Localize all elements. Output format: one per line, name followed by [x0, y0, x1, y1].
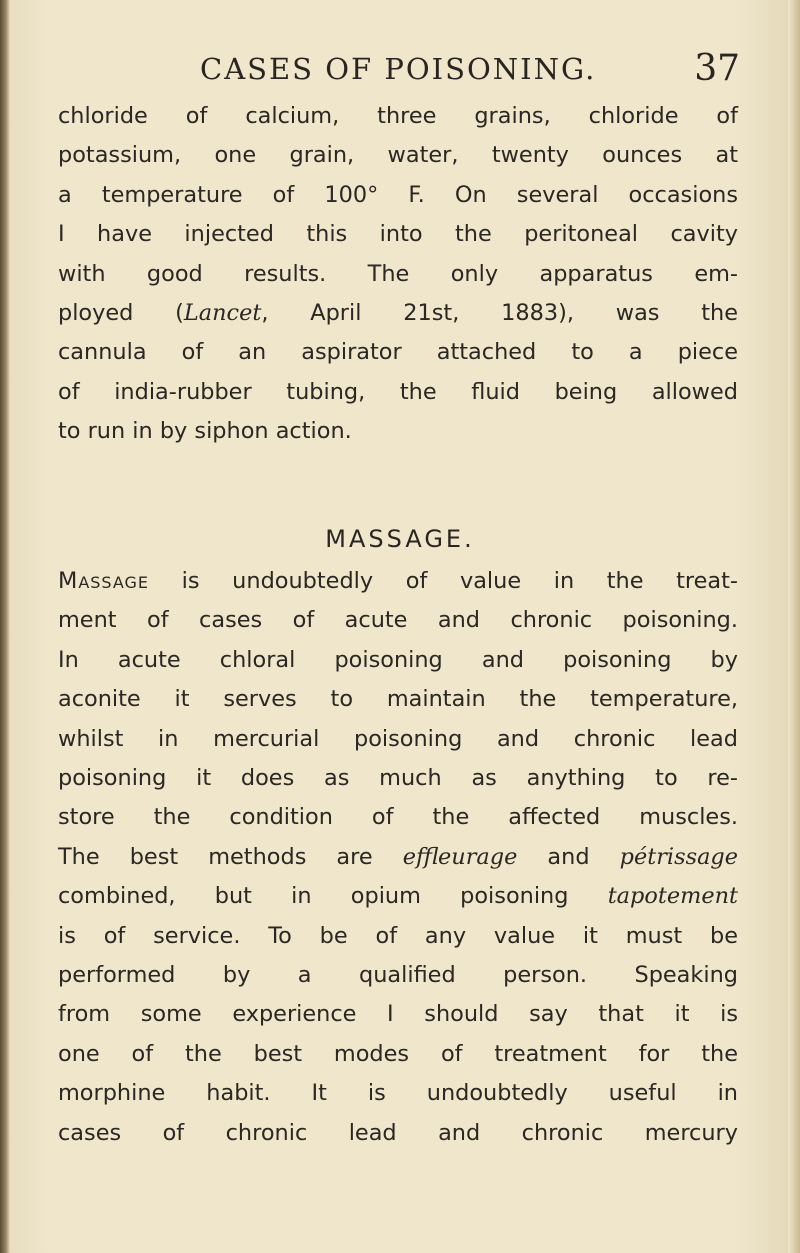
text-line: ment of cases of acute and chronic poisoning.	[58, 607, 738, 634]
running-header	[200, 44, 740, 94]
text-line: combined, but in opium poisoning tapotement	[58, 883, 738, 910]
text-line: potassium, one grain, water, twenty ounces at	[58, 142, 738, 169]
text-line: chloride of calcium, three grains, chloride of	[58, 103, 738, 129]
term-italic: effleurage	[402, 843, 518, 870]
text-line: store the condition of the affected muscles.	[58, 804, 738, 831]
page-gutter-shadow	[0, 0, 10, 1253]
text-line: with good results. The only apparatus em-	[58, 260, 738, 287]
text-line: to run in by siphon action.	[58, 418, 352, 445]
page-edge	[788, 0, 800, 1253]
massage-paragraph	[58, 562, 738, 1153]
text-line: is of service. To be of any value it must be	[58, 922, 738, 949]
text-line: one of the best modes of treatment for the	[58, 1040, 738, 1067]
text-line: morphine habit. It is undoubtedly useful in	[58, 1080, 738, 1107]
text-line: performed by a qualified person. Speaking	[58, 962, 738, 989]
text-line: The best methods are effleurage and pétrissage	[58, 843, 739, 870]
text-line: aconite it serves to maintain the temperature,	[58, 686, 738, 713]
text-line: of india-rubber tubing, the fluid being allowed	[58, 378, 738, 405]
text-line: from some experience I should say that it is	[58, 1001, 738, 1028]
page-number: 37	[694, 48, 740, 89]
term-italic: tapotement	[607, 883, 738, 910]
text-line: Massage is undoubtedly of value in the treat-	[58, 568, 738, 594]
term-italic: pétrissage	[619, 843, 739, 870]
citation-italic: Lancet	[183, 300, 262, 327]
text-line: I have injected this into the peritoneal cavity	[58, 221, 738, 248]
lead-word: Massage	[58, 568, 150, 594]
text-line: a temperature of 100° F. On several occasions	[58, 181, 738, 208]
paragraph-continued	[58, 97, 738, 452]
text-line: cases of chronic lead and chronic mercury	[58, 1119, 738, 1146]
text-line: whilst in mercurial poisoning and chronic lead	[58, 725, 738, 752]
running-title: CASES OF POISONING.	[200, 52, 597, 86]
text-line: ployed (Lancet, April 21st, 1883), was the	[58, 300, 738, 327]
text-line: In acute chloral poisoning and poisoning by	[58, 646, 738, 673]
text-line: cannula of an aspirator attached to a piece	[58, 339, 738, 366]
text-line: poisoning it does as much as anything to re-	[58, 765, 738, 792]
section-heading: MASSAGE.	[325, 525, 475, 553]
